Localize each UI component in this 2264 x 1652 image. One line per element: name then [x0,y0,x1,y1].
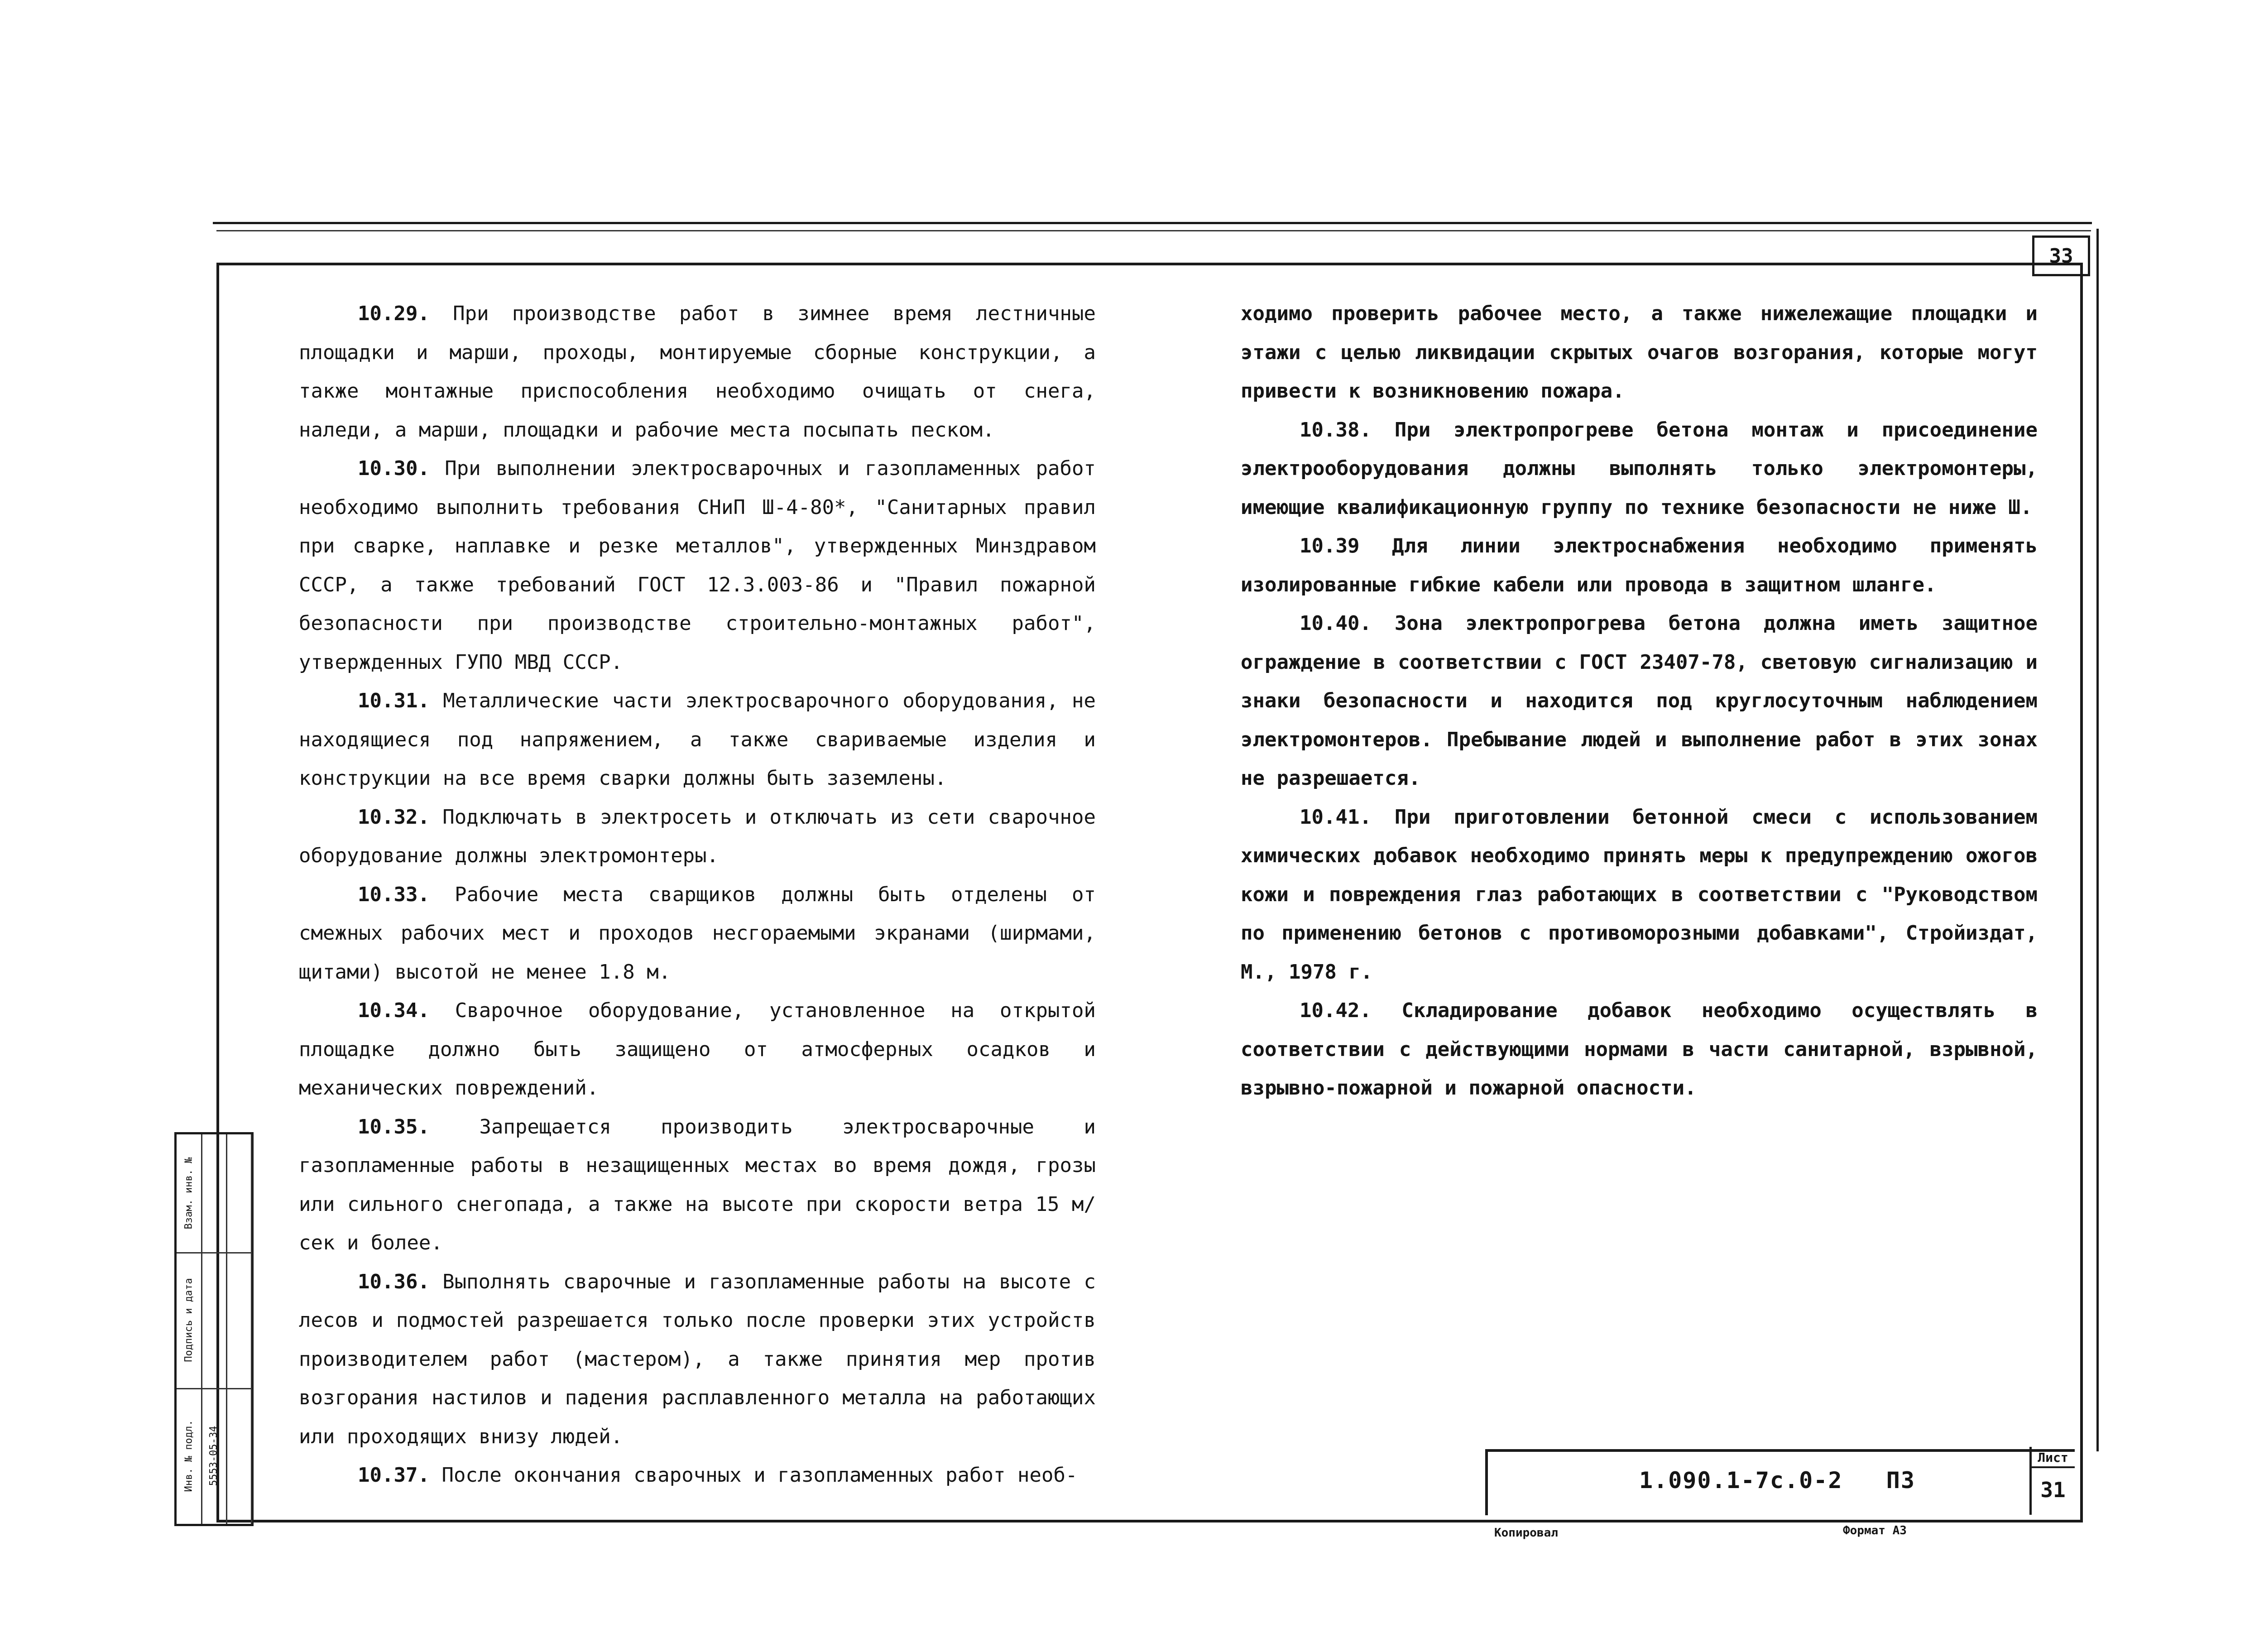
side-cell-inv-value [201,1388,226,1524]
paragraph-number: 10.33. [358,883,430,906]
sheet-label: Лист [2031,1449,2075,1468]
paragraph [1241,798,2038,992]
paragraph [299,1456,1096,1495]
side-stamp-label-column [177,1134,202,1524]
paragraph-number: 10.30. [358,457,430,480]
paragraph-text: При производстве работ в зимнее время лестничные площадки и марши, проходы, монтируемые сборные конструкции, а также монтажные приспособления необходимо очищать от снега, наледи, а марши, площадки и рабочие места посыпать песком. [299,302,1096,442]
paragraph [299,682,1096,798]
paragraph-text: Запрещается производить электросварочные и газопламенные работы в незащищенных местах во время дождя, грозы или сильного снегопада, а также на высоте при скорости ветра 15 м/сек и более. [299,1115,1096,1254]
paragraph-text: Складирование добавок необходимо осуществлять в соответствии с действующими нормами в части санитарной, взрывной, взрывно-пожарной и пожарной опасности. [1241,999,2038,1100]
paragraph-text: Сварочное оборудование, установленное на открытой площадке должно быть защищено от атмосферных осадков и механических повреждений. [299,999,1096,1100]
side-label-sign: Подпись и дата [183,1278,195,1362]
paragraph [299,875,1096,992]
sheet-number: 31 [2040,1478,2066,1502]
paragraph-number: 10.29. [358,302,430,325]
paragraph [1241,527,2038,604]
paragraph-text: Зона электропрогрева бетона должна иметь защитное ограждение в соответствии с ГОСТ 23407-78, световую сигнализацию и знаки безопасности и находится под круглосуточным наблюдением электромонтеров. Пребывание людей и выполнение работ в этих зонах не разрешается. [1241,612,2038,790]
side-stamp-empty-column [226,1134,252,1524]
paragraph [1241,294,2038,411]
doc-type: ПЗ [1886,1467,1915,1494]
side-label-inv: Инв. № подл. [183,1420,195,1492]
frame-top-line-inner [216,230,2091,231]
frame-right-line [2096,229,2099,1451]
paragraph-text: ходимо проверить рабочее место, а также нижележащие площадки и этажи с целью ликвидации скрытых очагов возгорания, которые могут привести к возникновению пожара. [1241,302,2038,403]
paragraph [299,798,1096,875]
side-divider [177,1252,251,1253]
paragraph [299,991,1096,1108]
left-text-column [299,294,1096,1495]
page-number-top: 33 [2032,235,2090,276]
paragraph-number: 10.35. [358,1115,430,1138]
paragraph [299,1263,1096,1456]
paragraph-text: При выполнении электросварочных и газопламенных работ необходимо выполнить требования СНиП Ш-4-80*, "Санитарных правил при сварке, наплавке и резке металлов", утвержденных Минздравом СССР, а также требований ГОСТ 12.3.003-86 и "Правил пожарной безопасности при производстве строительно-монтажных работ", утвержденных ГУПО МВД СССР. [299,457,1096,674]
paragraph-number: 10.31. [358,689,430,712]
doc-code: 1.090.1-7с.0-2 [1639,1467,1843,1494]
paragraph-number: 10.37. [358,1464,430,1487]
paragraph-text: Для линии электроснабжения необходимо применять изолированные гибкие кабели или провода в защитном шланге. [1241,534,2038,596]
paragraph-number: 10.32. [358,805,430,829]
paragraph [1241,604,2038,798]
frame-top-line [213,222,2092,224]
side-stamp [174,1132,254,1526]
paragraph [299,449,1096,682]
side-cell-sign [177,1252,201,1388]
side-cell-replace [177,1134,201,1252]
document-code [1639,1467,1915,1494]
paragraph-text: Рабочие места сварщиков должны быть отделены от смежных рабочих мест и проходов несгораемыми экранами (ширмами, щитами) высотой не менее 1.8 м. [299,883,1096,984]
paragraph-number: 10.36. [358,1270,430,1293]
side-stamp-value-column [201,1134,227,1524]
paragraph-text: При электропрогреве бетона монтаж и присоединение электрооборудования должны выполнять только электромонтеры, имеющие квалификационную группу по технике безопасности не ниже Ш. [1241,418,2038,519]
paragraph-number: 10.38. [1300,418,1372,442]
paragraph-number: 10.40. [1300,612,1372,635]
paragraph [1241,991,2038,1108]
side-cell-inv [177,1388,201,1524]
paragraph-text: Металлические части электросварочного оборудования, не находящиеся под напряжением, а также свариваемые изделия и конструкции на все время сварки должны быть заземлены. [299,689,1096,790]
paragraph [1241,411,2038,527]
side-divider [177,1388,251,1389]
side-value-inv: 5553-05-34 [208,1426,220,1486]
footer-copied: Копировал [1494,1526,1558,1540]
paragraph-text: При приготовлении бетонной смеси с использованием химических добавок необходимо принять меры к предупреждению ожогов кожи и повреждения глаз работающих в соответствии с "Руководством по применению бетонов с противоморозными добавками", Стройиздат, М., 1978 г. [1241,805,2038,984]
side-label-replace: Взам. инв. № [183,1157,195,1229]
paragraph-number: 10.42. [1300,999,1372,1022]
paragraph-text: Подключать в электросеть и отключать из сети сварочное оборудование должны электромонтеры. [299,805,1096,867]
paragraph-number: 10.41. [1300,805,1372,829]
paragraph [299,294,1096,449]
paragraph-text: Выполнять сварочные и газопламенные работы на высоте с лесов и подмостей разрешается только после проверки этих устройств производителем работ (мастером), а также принятия мер против возгорания настилов и падения расплавленного металла на работающих или проходящих внизу людей. [299,1270,1096,1448]
paragraph [299,1108,1096,1263]
paragraph-number: 10.34. [358,999,430,1022]
paragraph-text: После окончания сварочных и газопламенных работ необ- [441,1464,1078,1487]
paragraph-number: 10.39 [1300,534,1360,557]
footer-format: Формат А3 [1843,1524,1907,1537]
right-text-column [1241,294,2038,1108]
